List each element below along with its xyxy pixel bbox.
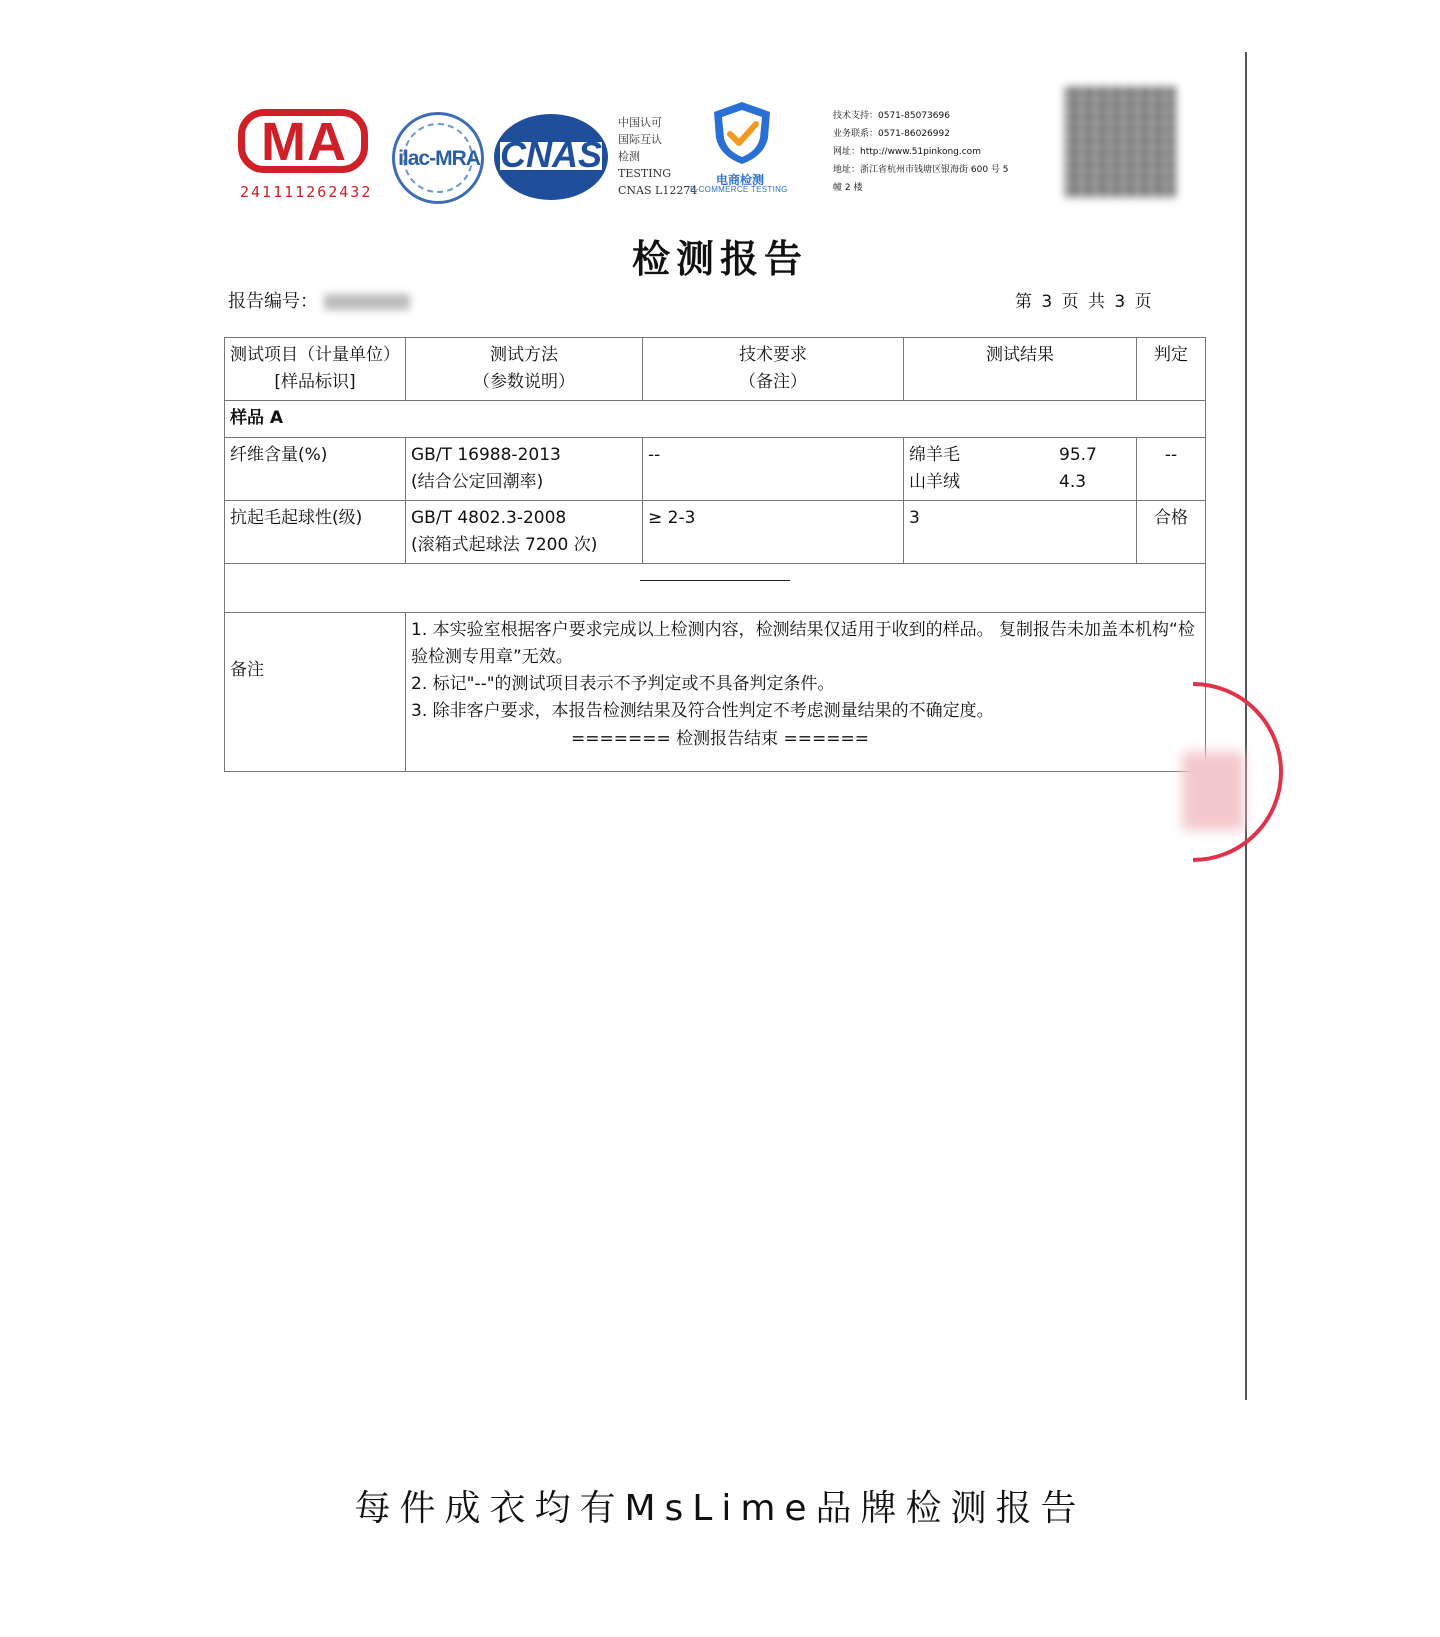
header-cell-verdict	[1137, 338, 1206, 401]
result-name: 绵羊毛	[909, 445, 960, 465]
cma-number: 241111262432	[240, 183, 373, 201]
header-line: 测试项目（计量单位）	[230, 345, 400, 365]
table-header-row	[225, 338, 1206, 401]
cma-logo	[236, 107, 376, 203]
cnas-side-line: 中国认可	[618, 116, 662, 129]
result-value: 4.3	[1059, 472, 1087, 492]
ilac-text: ilac-MRA	[398, 147, 480, 170]
header-line: 判定	[1154, 345, 1188, 365]
document-title: 检测报告	[631, 236, 808, 281]
row-item: 纤维含量(%)	[225, 438, 406, 501]
contact-line: 网址：http://www.51pinkong.com	[833, 147, 981, 157]
row-requirement: ≥ 2-3	[643, 501, 904, 564]
header-line: 技术要求	[739, 345, 807, 365]
contact-line: 技术支持：0571-85073696	[833, 111, 950, 121]
cnas-side-text	[618, 114, 697, 199]
result-grid	[909, 442, 1131, 496]
method-line: GB/T 4802.3-2008	[411, 508, 567, 528]
ecommerce-label-cn: 电商检测	[716, 173, 765, 187]
header-cell-item	[225, 338, 406, 401]
sample-row	[225, 401, 1206, 438]
header-cell-method	[406, 338, 643, 401]
row-verdict: 合格	[1137, 501, 1206, 564]
cnas-logo	[494, 114, 608, 200]
row-result	[904, 438, 1137, 501]
page-indicator: 第 3 页 共 3 页	[1015, 292, 1154, 312]
blank-row	[225, 564, 1206, 613]
row-method	[406, 501, 643, 564]
cma-letters: MA	[261, 112, 347, 172]
note-item: 3. 除非客户要求，本报告检测结果及符合性判定不考虑测量结果的不确定度。	[411, 701, 994, 721]
qr-code-blurred	[1064, 86, 1176, 198]
header-line: 测试结果	[986, 345, 1054, 365]
seal-redacted	[1182, 752, 1244, 830]
contact-line: 业务联系：0571-86026992	[833, 129, 950, 139]
cnas-side-line: 国际互认	[618, 133, 662, 146]
table-row	[225, 501, 1206, 564]
row-item: 抗起毛起球性(级)	[225, 501, 406, 564]
cnas-side-line: CNAS L12274	[618, 184, 698, 197]
report-table	[224, 337, 1206, 772]
header-line: [样品标识]	[274, 372, 356, 392]
notes-label: 备注	[225, 613, 406, 772]
header-line: 测试方法	[490, 345, 558, 365]
header-cell-result	[904, 338, 1137, 401]
contact-line: 幢 2 楼	[833, 183, 863, 193]
blank-cell	[225, 564, 1206, 613]
row-verdict: --	[1137, 438, 1206, 501]
row-requirement: --	[643, 438, 904, 501]
method-line: (结合公定回潮率)	[411, 472, 544, 492]
ecommerce-label-en: E-COMMERCE TESTING	[690, 185, 788, 194]
cnas-side-line: 检测	[618, 150, 640, 163]
report-end-marker: ======= 检测报告结束 ======	[571, 729, 869, 749]
note-item: 2. 标记"--"的测试项目表示不予判定或不具备判定条件。	[411, 674, 835, 694]
header-line: （备注）	[739, 372, 807, 392]
result-value: 95.7	[1059, 445, 1097, 465]
report-number-redacted	[324, 294, 410, 310]
contact-line: 地址：浙江省杭州市钱塘区银海街 600 号 5	[833, 165, 1009, 175]
report-number	[228, 287, 410, 313]
header-line: （参数说明）	[473, 372, 575, 392]
cnas-text: CNAS	[499, 134, 602, 175]
row-method	[406, 438, 643, 501]
table-row	[225, 438, 1206, 501]
row-result: 3	[904, 501, 1137, 564]
result-name: 山羊绒	[909, 472, 960, 492]
page-caption: 每件成衣均有MsLime品牌检测报告	[354, 1488, 1086, 1529]
contact-info	[833, 107, 1045, 197]
note-item: 1. 本实验室根据客户要求完成以上检测内容，检测结果仅适用于收到的样品。 复制报告未加盖本机构“检验检测专用章”无效。	[411, 620, 1195, 667]
header-cell-requirement	[643, 338, 904, 401]
sample-label: 样品 A	[225, 401, 1206, 438]
cnas-side-line: TESTING	[618, 167, 671, 180]
ecommerce-shield-icon	[706, 98, 778, 168]
method-line: (滚箱式起球法 7200 次)	[411, 535, 598, 555]
report-number-label: 报告编号：	[228, 291, 318, 312]
ilac-mra-logo	[392, 112, 484, 204]
divider-line	[640, 580, 790, 581]
method-line: GB/T 16988-2013	[411, 445, 561, 465]
